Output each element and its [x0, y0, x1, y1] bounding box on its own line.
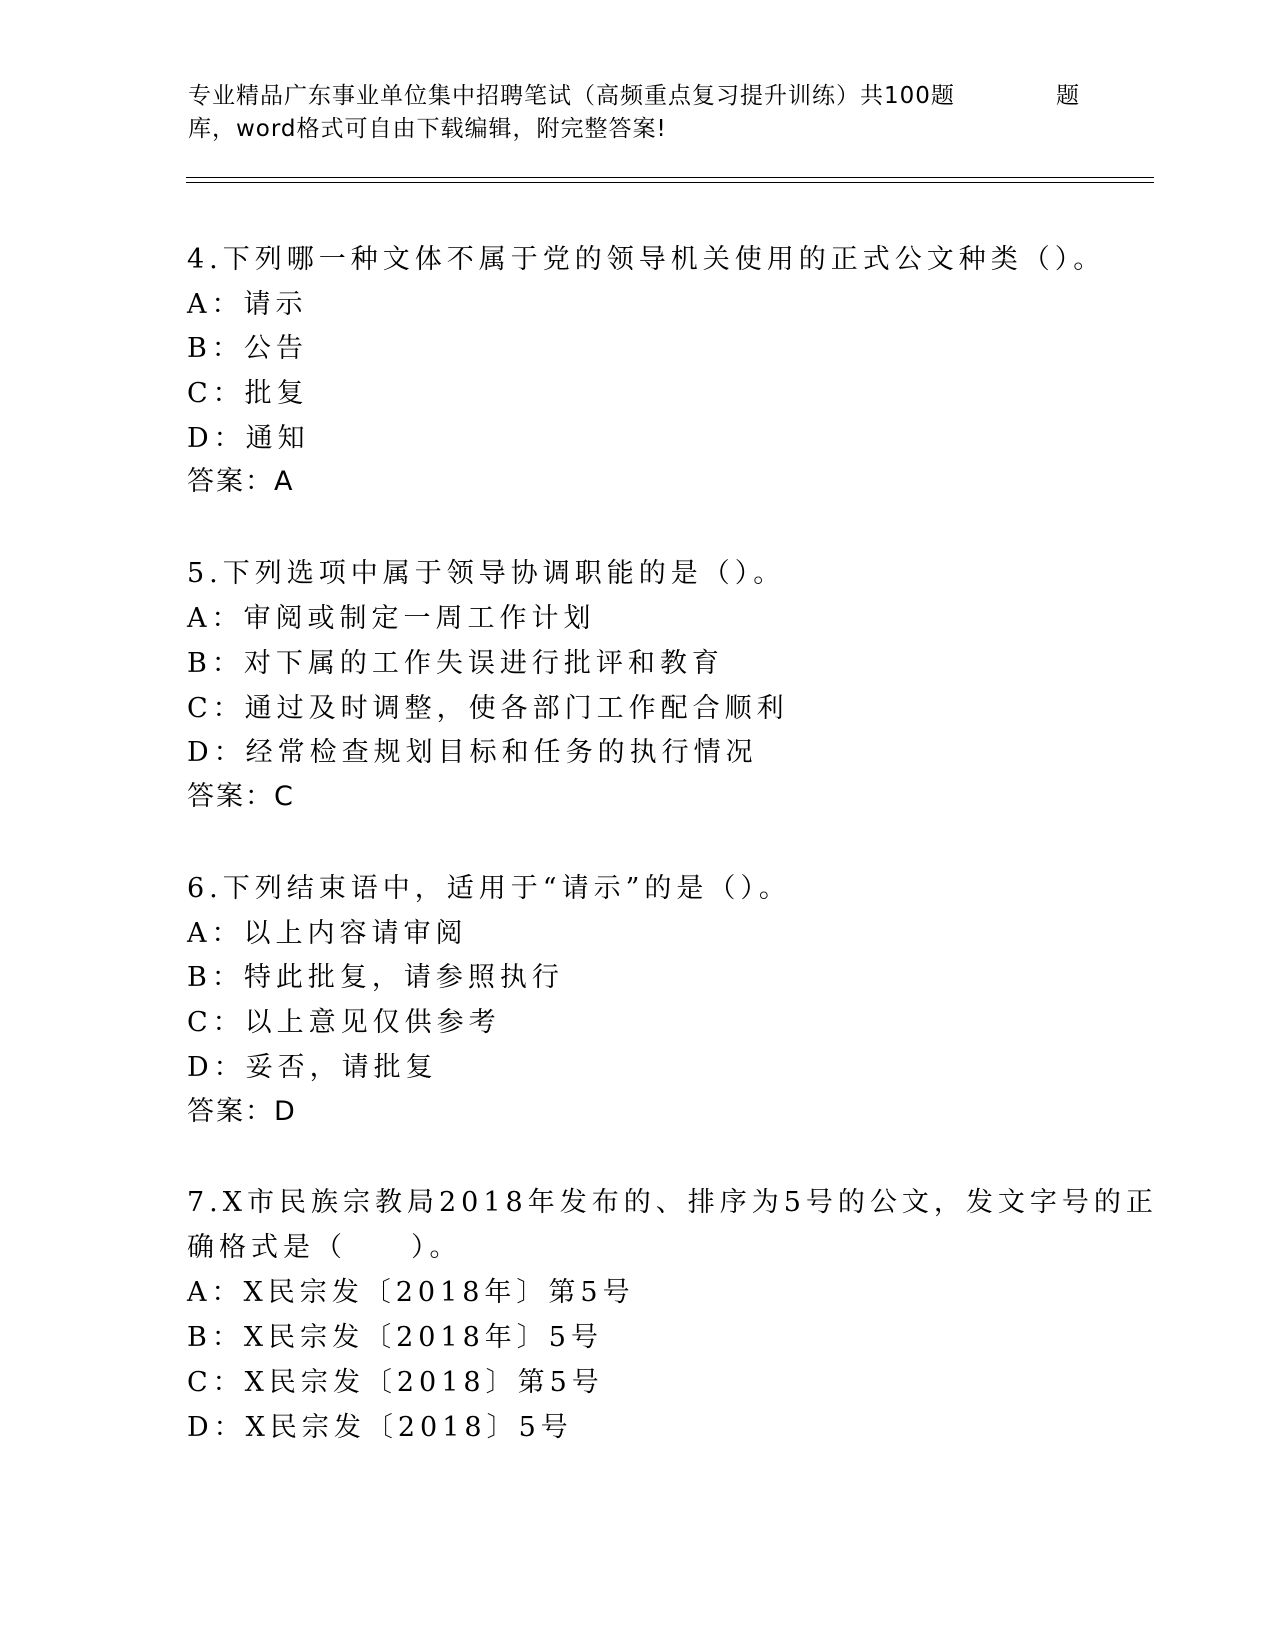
option-d: D：通知	[187, 423, 310, 454]
header-title-right-char: 题	[1056, 83, 1079, 109]
header-title-line1: 专业精品广东事业单位集中招聘笔试（高频重点复习提升训练）共100题	[188, 83, 955, 109]
option-c: C：批复	[187, 378, 309, 409]
option-a: A：审阅或制定一周工作计划	[187, 603, 596, 634]
header-divider-top	[186, 177, 1154, 178]
option-b: B：特此批复，请参照执行	[187, 962, 564, 993]
option-c: C：通过及时调整，使各部门工作配合顺利	[187, 693, 789, 724]
option-a: A：以上内容请审阅	[187, 918, 468, 949]
option-b: B：公告	[187, 333, 308, 364]
option-d: D：妥否，请批复	[187, 1052, 438, 1083]
question-stem-line1: 7.X市民族宗教局2018年发布的、排序为5号的公文，发文字号的正	[187, 1187, 1158, 1218]
question-stem-line2: 确格式是（ ）。	[187, 1232, 462, 1263]
option-d: D：经常检查规划目标和任务的执行情况	[187, 737, 758, 768]
header-title-line2: 库，word格式可自由下载编辑，附完整答案!	[188, 116, 667, 142]
option-c: C：以上意见仅供参考	[187, 1007, 501, 1038]
option-d: D：X民宗发〔2018〕5号	[187, 1412, 573, 1443]
option-b: B：X民宗发〔2018年〕5号	[187, 1322, 603, 1353]
option-b: B：对下属的工作失误进行批评和教育	[187, 648, 724, 679]
option-a: A：X民宗发〔2018年〕第5号	[187, 1277, 635, 1308]
answer-label: 答案：D	[187, 1096, 297, 1127]
option-c: C：X民宗发〔2018〕第5号	[187, 1367, 604, 1398]
answer-label: 答案：A	[187, 466, 295, 497]
question-stem: 5.下列选项中属于领导协调职能的是（）。	[187, 558, 786, 589]
answer-label: 答案：C	[187, 781, 295, 812]
question-stem: 4.下列哪一种文体不属于党的领导机关使用的正式公文种类（）。	[187, 244, 1106, 275]
header-divider-bottom	[186, 182, 1154, 183]
option-a: A：请示	[187, 289, 308, 320]
question-stem: 6.下列结束语中，适用于“请示”的是（）。	[187, 873, 791, 904]
